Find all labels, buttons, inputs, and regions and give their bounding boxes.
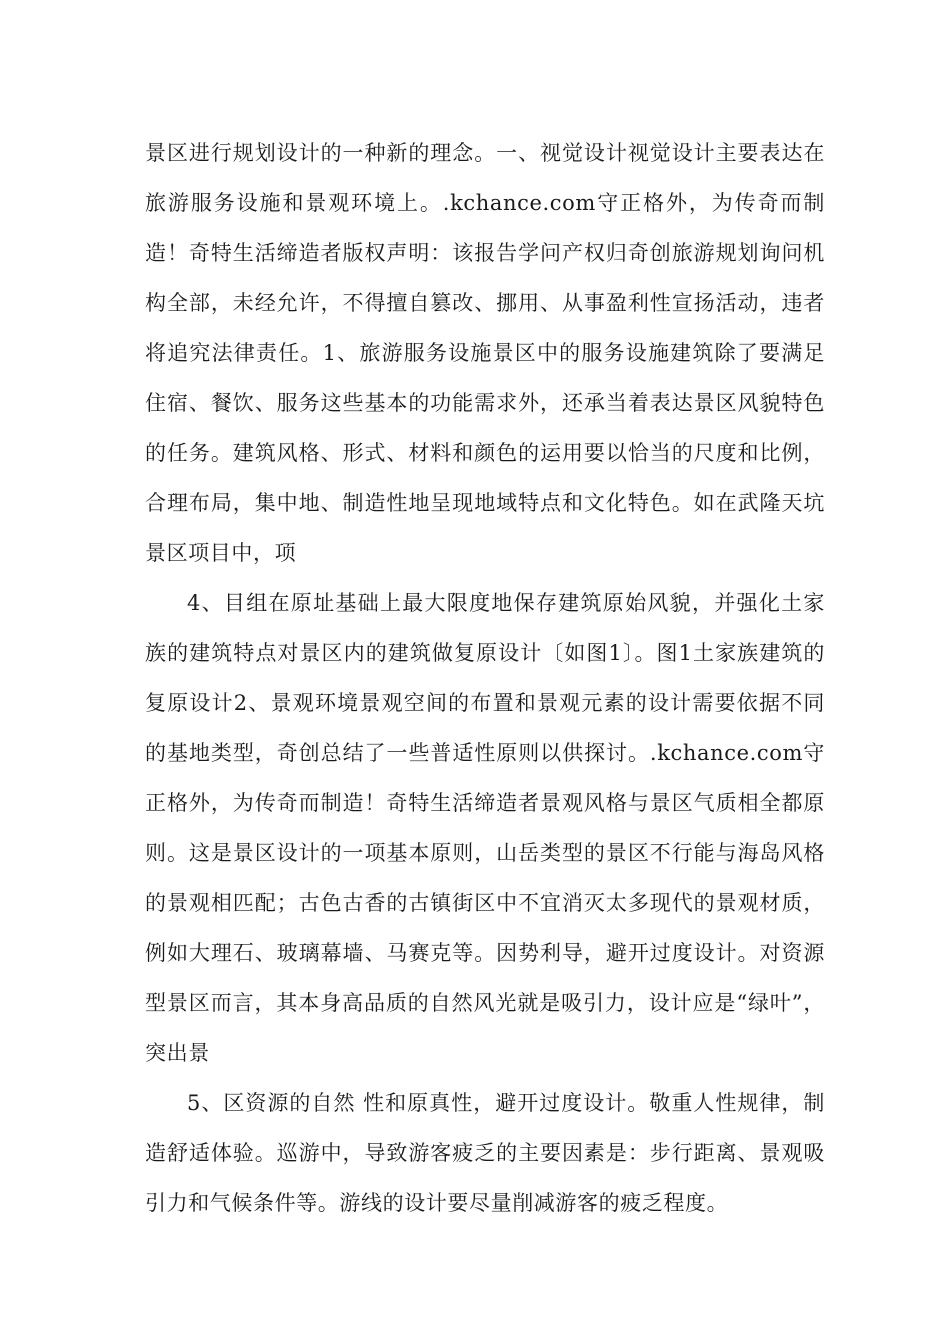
body-paragraph-3: 5、区资源的自然 性和原真性，避开过度设计。敬重人性规律，制造舒适体验。巡游中，导致游客疲乏的主要因素是：步行距离、景观吸引力和气候条件等。游线的设计要尽量削减游客的疲乏程度。 (145, 1091, 825, 1215)
body-paragraph-1: 景区进行规划设计的一种新的理念。一、视觉设计视觉设计主要表达在旅游服务设施和景观环境上。.kchance.com守正格外，为传奇而制造！奇特生活缔造者版权声明：该报告学问产权归奇创旅游规划询问机构全部，未经允许，不得擅自篡改、挪用、从事盈利性宣扬活动，违者将追究法律责任。1、旅游服务设施景区中的服务设施建筑除了要满足住宿、餐饮、服务这些基本的功能需求外，还承当着表达景区风貌特色的任务。建筑风格、形式、材料和颜色的运用要以恰当的尺度和比例，合理布局，集中地、制造性地呈现地域特点和文化特色。如在武隆天坑景区项目中，项 (145, 141, 825, 565)
body-paragraph-2: 4、目组在原址基础上最大限度地保存建筑原始风貌，并强化土家族的建筑特点对景区内的建筑做复原设计〔如图1〕。图1土家族建筑的复原设计2、景观环境景观空间的布置和景观元素的设计需要依据不同的基地类型，奇创总结了一些普适性原则以供探讨。.kchance.com守正格外，为传奇而制造！奇特生活缔造者景观风格与景区气质相全都原则。这是景区设计的一项基本原则，山岳类型的景区不行能与海岛风格的景观相匹配；古色古香的古镇街区中不宜消灭太多现代的景观材质，例如大理石、玻璃幕墙、马赛克等。因势利导，避开过度设计。对资源型景区而言，其本身高品质的自然风光就是吸引力，设计应是“绿叶”，突出景 (145, 591, 825, 1065)
